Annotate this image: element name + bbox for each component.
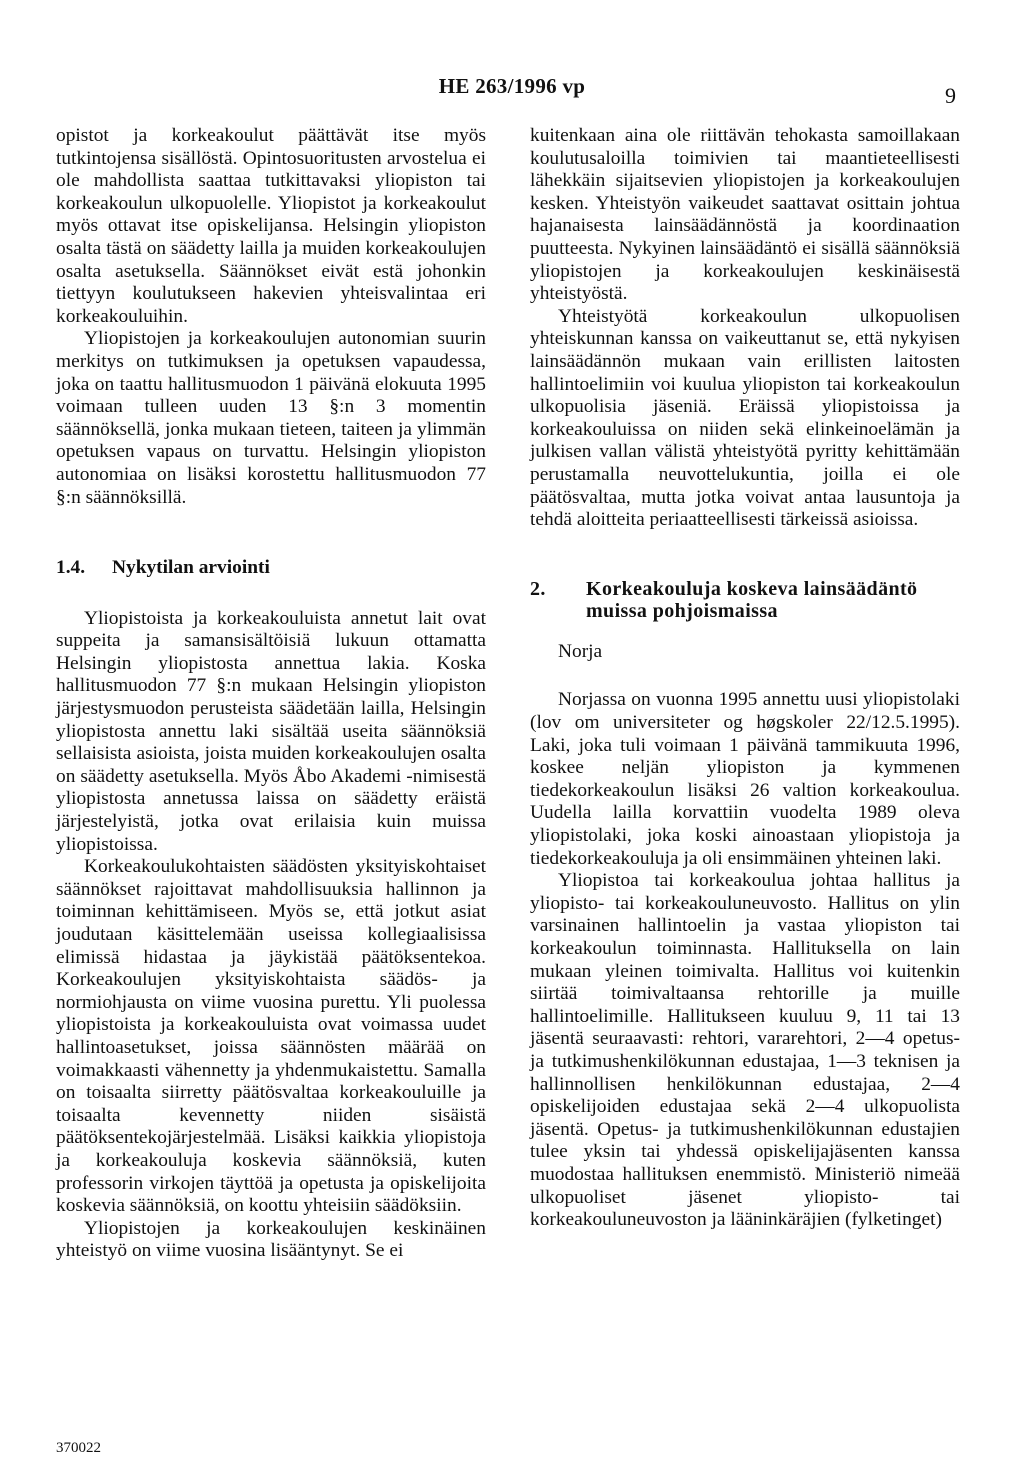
body-paragraph: kuitenkaan aina ole riittävän tehokasta samoillakaan koulutusaloilla toimivien tai maantieteellisesti lähekkäin sijaitsevien yliopistojen ja korkeakoulujen kesken. Yhteistyön vaikeudet saattavat osittain johtua hajanaisesta lainsäädännöstä ja koordinaation puutteesta. Nykyinen lainsäädäntö ei sisällä säännöksiä yliopistojen ja korkeakoulujen keskinäisestä yhteistyöstä.	[530, 125, 960, 305]
body-paragraph: Yliopistojen ja korkeakoulujen autonomian suurin merkitys on tutkimuksen ja opetuksen vapaudessa, joka on taattu hallitusmuodon 1 päivänä elokuuta 1995 voimaan tulleen uuden 13 §:n 3 momentin säännöksellä, jonka mukaan tieteen, taiteen ja ylimmän opetuksen vapaus on turvattu. Helsingin yliopiston autonomiaa on lisäksi korostettu hallitusmuodon 77 §:n säännöksillä.	[56, 328, 486, 508]
body-paragraph: Yliopistojen ja korkeakoulujen keskinäinen yhteistyö on viime vuosina lisääntynyt. Se ei	[56, 1217, 486, 1262]
section-heading	[56, 557, 486, 580]
section-heading	[530, 578, 960, 623]
footer-code: 370022	[56, 1440, 101, 1456]
section-title: Nykytilan arviointi	[112, 557, 270, 579]
section-title: Korkeakouluja koskeva lainsäädäntö muissa pohjoismaissa	[586, 577, 918, 623]
document-identifier: HE 263/1996 vp	[438, 74, 586, 98]
section-number: 1.4.	[56, 557, 86, 579]
page-number: 9	[945, 83, 956, 108]
body-paragraph: Yhteistyötä korkeakoulun ulkopuolisen yhteiskunnan kanssa on vaikeuttanut se, että nykyisen lainsäädännön mukaan vain erillisten laitosten hallintoelimiin voi kuulua yliopiston tai korkeakoulun ulkopuolisia jäseniä. Eräissä yliopistoissa ja korkeakouluissa on niiden sekä elinkeinoelämän ja julkisen vallan välistä yhteistyötä pyritty kehittämään perustamalla neuvottelukuntia, joilla ei ole päätösvaltaa, mutta jotka voivat antaa lausuntoja ja tehdä aloitteita periaatteellisesti tärkeissä asioissa.	[530, 305, 960, 531]
right-column	[530, 125, 960, 1232]
body-paragraph: Korkeakoulukohtaisten säädösten yksityiskohtaiset säännökset rajoittavat mahdollisuuksia hallinnon ja toiminnan kehittämiseen. Myös se, että jotkut asiat joudutaan käsittelemään useissa kollegiaalisissa elimissä hidastaa ja jäykistää päätöksentekoa. Korkeakoulujen yksityiskohtaista säädös- ja normiohjausta on viime vuosina purettu. Yli puolessa yliopistoista ja korkeakouluista ovat voimassa uudet hallintoasetukset, joissa säännösten määrää on voimakkaasti vähennetty ja yhdenmukaistettu. Samalla on toisaalta siirretty päätösvaltaa korkeakouluille ja toisaalta kevennetty niiden sisäistä päätöksentekojärjestelmää. Lisäksi kaikkia yliopistoja ja korkeakouluja koskevia säännöksiä, kuten professorin virkojen täyttöä ja opetusta ja opiskelijoita koskevia säännöksiä, on koottu yhteisiin säädöksiin.	[56, 856, 486, 1217]
body-paragraph: Yliopistoista ja korkeakouluista annetut lait ovat suppeita ja samansisältöisiä lukuun ottamatta Helsingin yliopistosta annettua lakia. Koska hallitusmuodon 77 §:n mukaan Helsingin yliopiston järjestysmuodon perusteista säädetään lailla, Helsingin yliopistosta annettu laki sisältää useita säännöksiä sellaisista asioista, joista muiden korkeakoulujen osalta on säädetty asetuksella. Myös Åbo Akademi -nimisestä yliopistosta annetussa laissa on säädetty eräistä järjestelyistä, jotka ovat erilaisia kuin muissa yliopistoissa.	[56, 607, 486, 855]
left-column	[56, 125, 486, 1263]
subsection-heading: Norja	[558, 640, 603, 662]
section-number: 2.	[530, 577, 546, 600]
body-paragraph: opistot ja korkeakoulut päättävät itse myös tutkintojensa sisällöstä. Opintosuoritusten arvostelua ei ole mahdollista saattaa tutkittavaksi yliopiston tai korkeakoulun ulkopuolelle. Yliopistot ja korkeakoulut myös ottavat itse opiskelijansa. Helsingin yliopiston osalta tästä on säädetty lailla ja muiden korkeakoulujen osalta asetuksella. Säännökset eivät estä johonkin tiettyyn koulutukseen hakevien yhteisvalintaa eri korkeakouluihin.	[56, 125, 486, 327]
body-paragraph: Norjassa on vuonna 1995 annettu uusi yliopistolaki (lov om universiteter og høgskoler 22/12.5.1995). Laki, joka tuli voimaan 1 päivänä tammikuuta 1996, koskee neljän yliopiston ja kymmenen tiedekorkeakoulun lisäksi 26 valtion korkeakoulua. Uudella lailla korvattiin vuodelta 1989 oleva yliopistolaki, joka koski ainoastaan yliopistoja ja tiedekorkeakouluja ja oli ensimmäinen yhteinen laki.	[530, 689, 960, 869]
body-paragraph: Yliopistoa tai korkeakoulua johtaa hallitus ja yliopisto- tai korkeakouluneuvosto. Hallitus on ylin varsinainen hallintoelin ja vastaa yliopiston tai korkeakoulun toiminnasta. Hallituksella on lain mukaan yleinen toimivalta. Hallitus voi kuitenkin siirtää toimivaltaansa rehtorille ja muille hallintoelimille. Hallitukseen kuuluu 9, 11 tai 13 jäsentä seuraavasti: rehtori, vararehtori, 2—4 opetus- ja tutkimushenkilökunnan edustajaa, 1—3 teknisen ja hallinnollisen henkilökunnan edustajaa, 2—4 opiskelijoiden edustajaa sekä 2—4 ulkopuolista jäsentä. Opetus- ja tutkimushenkilökunnan edustajien tulee yksin tai yhdessä opiskelijajäsenten kanssa muodostaa hallituksen enemmistö. Ministeriö nimeää ulkopuoliset jäsenet yliopisto- tai korkeakouluneuvoston ja lääninkäräjien (fylketinget)	[530, 870, 960, 1231]
page-header	[0, 74, 1024, 108]
